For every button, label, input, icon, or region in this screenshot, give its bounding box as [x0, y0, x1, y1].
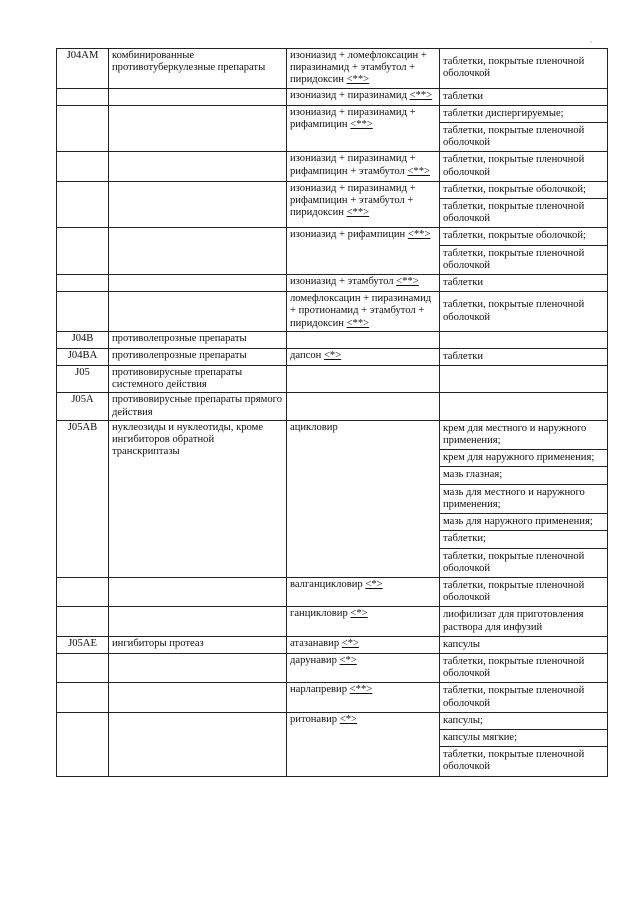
footnote-ref: <**>	[396, 276, 419, 288]
drug-name-cell	[287, 331, 440, 348]
group-name-cell	[109, 292, 287, 332]
table-row	[57, 607, 608, 636]
atc-code-cell	[57, 292, 109, 332]
dosage-form-cell	[440, 420, 608, 577]
dosage-form-cell	[440, 653, 608, 682]
dosage-form: лиофилизат для приготовления раствора для инфузий	[443, 609, 584, 633]
table-row	[57, 366, 608, 393]
atc-code-cell	[57, 152, 109, 181]
group-name-cell: противолепрозные препараты	[109, 348, 287, 365]
dosage-form-cell	[440, 348, 608, 365]
drug-name-cell	[287, 683, 440, 712]
dosage-form: таблетки, покрытые пленочной оболочкой	[443, 56, 585, 80]
dosage-form: крем для местного и наружного применения;	[443, 422, 587, 447]
drug-table-body	[57, 49, 608, 777]
drug-name: дарунавир	[290, 654, 337, 666]
footnote-ref: <**>	[350, 119, 373, 131]
drug-name: валганцикловир	[290, 578, 363, 590]
table-row	[57, 88, 608, 105]
dosage-form: крем для наружного применения;	[440, 449, 607, 466]
table-row	[57, 331, 608, 348]
drug-name-cell	[287, 228, 440, 275]
dosage-form-cell	[440, 49, 608, 89]
dosage-form: мазь для наружного применения;	[440, 513, 607, 530]
dosage-form: таблетки	[443, 90, 484, 102]
drug-name-cell	[287, 292, 440, 332]
dosage-form	[440, 332, 607, 348]
table-row	[57, 275, 608, 292]
drug-name: изониазид + этамбутол	[290, 276, 394, 288]
group-name-cell: комбинированные противотуберкулезные препараты	[109, 49, 287, 89]
drug-name-cell	[287, 181, 440, 228]
dosage-form: таблетки, покрытые пленочной оболочкой	[440, 245, 607, 274]
dosage-form-cell	[440, 292, 608, 332]
dosage-form: таблетки, покрытые оболочкой;	[443, 183, 586, 195]
atc-code-cell	[57, 105, 109, 152]
drug-name-cell	[287, 49, 440, 89]
dosage-form: капсулы;	[443, 714, 483, 726]
corner-mark: ·	[590, 38, 593, 47]
table-row	[57, 49, 608, 89]
drug-name-cell	[287, 577, 440, 606]
dosage-form: таблетки;	[440, 530, 607, 547]
dosage-form: таблетки, покрытые оболочкой;	[443, 230, 586, 242]
dosage-form-cell	[440, 393, 608, 420]
drug-name: ганцикловир	[290, 608, 348, 620]
drug-name-cell	[287, 393, 440, 420]
dosage-form: таблетки	[443, 277, 484, 289]
dosage-form-cell	[440, 331, 608, 348]
footnote-ref: <*>	[339, 713, 357, 725]
dosage-form: мазь глазная;	[440, 466, 607, 483]
atc-code-cell	[57, 181, 109, 228]
footnote-ref: <*>	[341, 637, 360, 649]
dosage-form: капсулы	[443, 638, 481, 650]
drug-name-cell	[287, 607, 440, 636]
dosage-form: капсулы мягкие;	[440, 729, 607, 746]
dosage-form: таблетки, покрытые пленочной оболочкой	[440, 746, 607, 775]
group-name-cell: ингибиторы протеаз	[109, 636, 287, 653]
drug-name: атазанавир	[290, 637, 340, 649]
dosage-form: таблетки, покрытые пленочной оболочкой	[443, 685, 585, 709]
footnote-ref: <*>	[339, 654, 357, 666]
drug-name: изониазид + пиразинамид + рифампицин + этамбутол + пиридоксин	[290, 182, 416, 219]
table-row	[57, 228, 608, 275]
footnote-ref: <*>	[365, 578, 383, 590]
atc-code-cell	[57, 683, 109, 712]
footnote-ref: <**>	[349, 684, 373, 696]
drug-name: ритонавир	[290, 713, 338, 725]
group-name-cell	[109, 607, 287, 636]
table-row	[57, 105, 608, 152]
footnote-ref: <**>	[346, 207, 370, 219]
group-name-cell: противолепрозные препараты	[109, 331, 287, 348]
group-name-cell	[109, 683, 287, 712]
footnote-ref: <**>	[346, 317, 370, 329]
atc-code-cell: J04AM	[57, 49, 109, 89]
drug-name: нарлапревир	[290, 684, 348, 696]
footnote-ref: <*>	[350, 608, 368, 620]
drug-name: изониазид + ломефлоксацин + пиразинамид + этамбутол + пиридоксин	[290, 50, 427, 86]
footnote-ref: <**>	[407, 165, 430, 177]
table-row	[57, 348, 608, 365]
group-name-cell: нуклеозиды и нуклеотиды, кроме ингибиторов обратной транскриптазы	[109, 420, 287, 577]
footnote-ref: <*>	[323, 349, 342, 361]
table-row	[57, 683, 608, 712]
group-name-cell: противовирусные препараты прямого действия	[109, 393, 287, 420]
dosage-form-cell	[440, 228, 608, 275]
dosage-form-cell	[440, 636, 608, 653]
table-row	[57, 420, 608, 577]
group-name-cell	[109, 105, 287, 152]
group-name-cell	[109, 88, 287, 105]
dosage-form: таблетки, покрытые пленочной оболочкой	[440, 548, 607, 577]
footnote-ref: <**>	[409, 89, 433, 101]
table-row	[57, 636, 608, 653]
table-row	[57, 181, 608, 228]
group-name-cell: противовирусные препараты системного действия	[109, 366, 287, 393]
dosage-form: таблетки, покрытые пленочной оболочкой	[443, 655, 585, 680]
dosage-form-cell	[440, 88, 608, 105]
drug-list-document	[56, 48, 607, 777]
atc-code-cell: J05AB	[57, 420, 109, 577]
atc-code-cell	[57, 228, 109, 275]
group-name-cell	[109, 228, 287, 275]
drug-name-cell	[287, 420, 440, 577]
atc-code-cell	[57, 577, 109, 606]
atc-code-cell: J04B	[57, 331, 109, 348]
drug-name-cell	[287, 275, 440, 292]
drug-name-cell	[287, 105, 440, 152]
drug-name: изониазид + пиразинамид + рифампицин + этамбутол	[290, 153, 416, 177]
dosage-form-cell	[440, 683, 608, 712]
dosage-form: таблетки	[443, 350, 484, 362]
drug-name-cell	[287, 152, 440, 181]
drug-name: дапсон	[290, 349, 322, 361]
drug-name: изониазид + рифампицин	[290, 229, 406, 241]
dosage-form: таблетки, покрытые пленочной оболочкой	[443, 579, 585, 604]
atc-code-cell	[57, 88, 109, 105]
dosage-form-cell	[440, 366, 608, 393]
drug-name: ацикловир	[290, 421, 338, 433]
drug-name: изониазид + пиразинамид + рифампицин	[290, 106, 416, 131]
dosage-form-cell	[440, 152, 608, 181]
drug-table	[56, 48, 608, 777]
drug-name: ломефлоксацин + пиразинамид + протионамид + этамбутол + пиридоксин	[290, 293, 432, 329]
dosage-form: мазь для местного и наружного применения;	[440, 484, 607, 513]
dosage-form-cell	[440, 712, 608, 776]
dosage-form-cell	[440, 275, 608, 292]
group-name-cell	[109, 152, 287, 181]
table-row	[57, 152, 608, 181]
group-name-cell	[109, 275, 287, 292]
drug-name-cell	[287, 653, 440, 682]
group-name-cell	[109, 712, 287, 776]
dosage-form: таблетки, покрытые пленочной оболочкой	[440, 122, 607, 151]
table-row	[57, 712, 608, 776]
drug-name-cell	[287, 88, 440, 105]
atc-code-cell: J05A	[57, 393, 109, 420]
drug-name-cell	[287, 636, 440, 653]
drug-name-cell	[287, 348, 440, 365]
group-name-cell	[109, 577, 287, 606]
group-name-cell	[109, 653, 287, 682]
dosage-form: таблетки, покрытые пленочной оболочкой	[443, 154, 585, 178]
dosage-form-cell	[440, 181, 608, 228]
dosage-form	[440, 399, 607, 415]
table-row	[57, 393, 608, 420]
atc-code-cell: J05AE	[57, 636, 109, 653]
atc-code-cell	[57, 275, 109, 292]
atc-code-cell	[57, 607, 109, 636]
group-name-cell	[109, 181, 287, 228]
atc-code-cell: J04BA	[57, 348, 109, 365]
footnote-ref: <**>	[346, 74, 370, 86]
dosage-form	[440, 371, 607, 387]
drug-name-cell	[287, 712, 440, 776]
footnote-ref: <**>	[407, 229, 431, 241]
atc-code-cell: J05	[57, 366, 109, 393]
table-row	[57, 292, 608, 332]
dosage-form-cell	[440, 577, 608, 606]
dosage-form: таблетки, покрытые пленочной оболочкой	[443, 299, 585, 323]
table-row	[57, 653, 608, 682]
atc-code-cell	[57, 653, 109, 682]
drug-name: изониазид + пиразинамид	[290, 89, 407, 101]
drug-name-cell	[287, 366, 440, 393]
dosage-form-cell	[440, 607, 608, 636]
dosage-form-cell	[440, 105, 608, 152]
atc-code-cell	[57, 712, 109, 776]
dosage-form: таблетки, покрытые пленочной оболочкой	[440, 198, 607, 227]
dosage-form: таблетки диспергируемые;	[443, 107, 564, 119]
table-row	[57, 577, 608, 606]
